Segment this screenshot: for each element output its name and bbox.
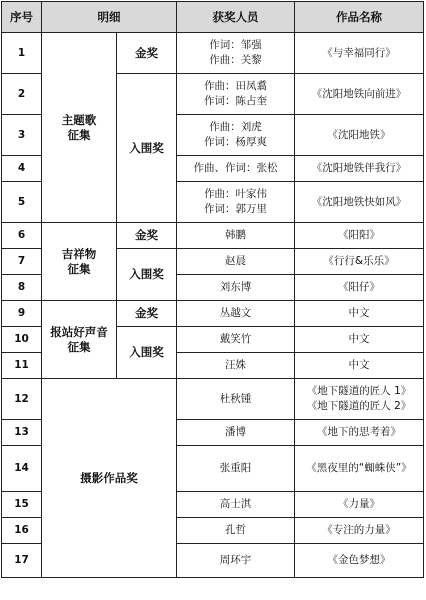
winners-cell: 作曲：田凤翥 作词：陈占奎 (177, 74, 295, 115)
award-table-wrapper (1, 1, 424, 578)
row-number: 16 (2, 518, 42, 544)
table-row (2, 223, 424, 249)
header-row (2, 2, 424, 33)
work-cell: 《沈阳地铁向前进》 (295, 74, 424, 115)
row-number: 5 (2, 182, 42, 223)
row-number: 8 (2, 275, 42, 301)
work-cell: 《地下的思考着》 (295, 420, 424, 446)
winners-cell: 张重阳 (177, 446, 295, 492)
work-cell: 中文 (295, 353, 424, 379)
work-cell: 《沈阳地铁》 (295, 115, 424, 156)
winners-cell: 丛越文 (177, 301, 295, 327)
row-number: 4 (2, 156, 42, 182)
header-no: 序号 (2, 2, 42, 33)
work-cell: 《阳阳》 (295, 223, 424, 249)
row-number: 15 (2, 492, 42, 518)
winners-cell: 周环宇 (177, 544, 295, 578)
table-row (2, 33, 424, 74)
work-cell: 中文 (295, 327, 424, 353)
work-cell: 《与幸福同行》 (295, 33, 424, 74)
winners-cell: 韩鹏 (177, 223, 295, 249)
row-number: 9 (2, 301, 42, 327)
table-row (2, 301, 424, 327)
table-row (2, 379, 424, 420)
winners-cell: 作词：邹强 作曲：关黎 (177, 33, 295, 74)
level-gold: 金奖 (117, 33, 177, 74)
header-winners: 获奖人员 (177, 2, 295, 33)
work-cell: 《黑夜里的“蜘蛛侠”》 (295, 446, 424, 492)
winners-cell: 刘东博 (177, 275, 295, 301)
work-cell: 《力量》 (295, 492, 424, 518)
winners-cell: 作曲：刘虎 作词：杨厚爽 (177, 115, 295, 156)
category-voice: 报站好声音 征集 (42, 301, 117, 379)
winners-cell: 孔哲 (177, 518, 295, 544)
winners-cell: 戴笑竹 (177, 327, 295, 353)
category-photo: 摄影作品奖 (42, 379, 177, 578)
award-table (1, 1, 424, 578)
winners-cell: 杜秋锺 (177, 379, 295, 420)
winners-cell: 潘博 (177, 420, 295, 446)
work-cell: 《行行&乐乐》 (295, 249, 424, 275)
winners-cell: 高士淇 (177, 492, 295, 518)
row-number: 6 (2, 223, 42, 249)
winners-cell: 赵晨 (177, 249, 295, 275)
header-detail: 明细 (42, 2, 177, 33)
row-number: 7 (2, 249, 42, 275)
row-number: 11 (2, 353, 42, 379)
row-number: 3 (2, 115, 42, 156)
category-mascot: 吉祥物 征集 (42, 223, 117, 301)
winners-cell: 汪姝 (177, 353, 295, 379)
level-finalist: 入围奖 (117, 74, 177, 223)
row-number: 13 (2, 420, 42, 446)
work-cell: 《沈阳地铁伴我行》 (295, 156, 424, 182)
row-number: 2 (2, 74, 42, 115)
level-finalist: 入围奖 (117, 249, 177, 301)
header-work: 作品名称 (295, 2, 424, 33)
winners-cell: 作曲、作词：张松 (177, 156, 295, 182)
work-cell: 《金色梦想》 (295, 544, 424, 578)
row-number: 14 (2, 446, 42, 492)
work-cell: 《阳仔》 (295, 275, 424, 301)
category-theme-song: 主题歌 征集 (42, 33, 117, 223)
winners-cell: 作曲：叶家伟 作词：郭万里 (177, 182, 295, 223)
work-cell: 中文 (295, 301, 424, 327)
work-cell: 《专注的力量》 (295, 518, 424, 544)
work-cell: 《沈阳地铁快如风》 (295, 182, 424, 223)
level-gold: 金奖 (117, 223, 177, 249)
row-number: 1 (2, 33, 42, 74)
row-number: 17 (2, 544, 42, 578)
row-number: 10 (2, 327, 42, 353)
row-number: 12 (2, 379, 42, 420)
level-finalist: 入围奖 (117, 327, 177, 379)
work-cell: 《地下隧道的匠人 1》 《地下隧道的匠人 2》 (295, 379, 424, 420)
level-gold: 金奖 (117, 301, 177, 327)
